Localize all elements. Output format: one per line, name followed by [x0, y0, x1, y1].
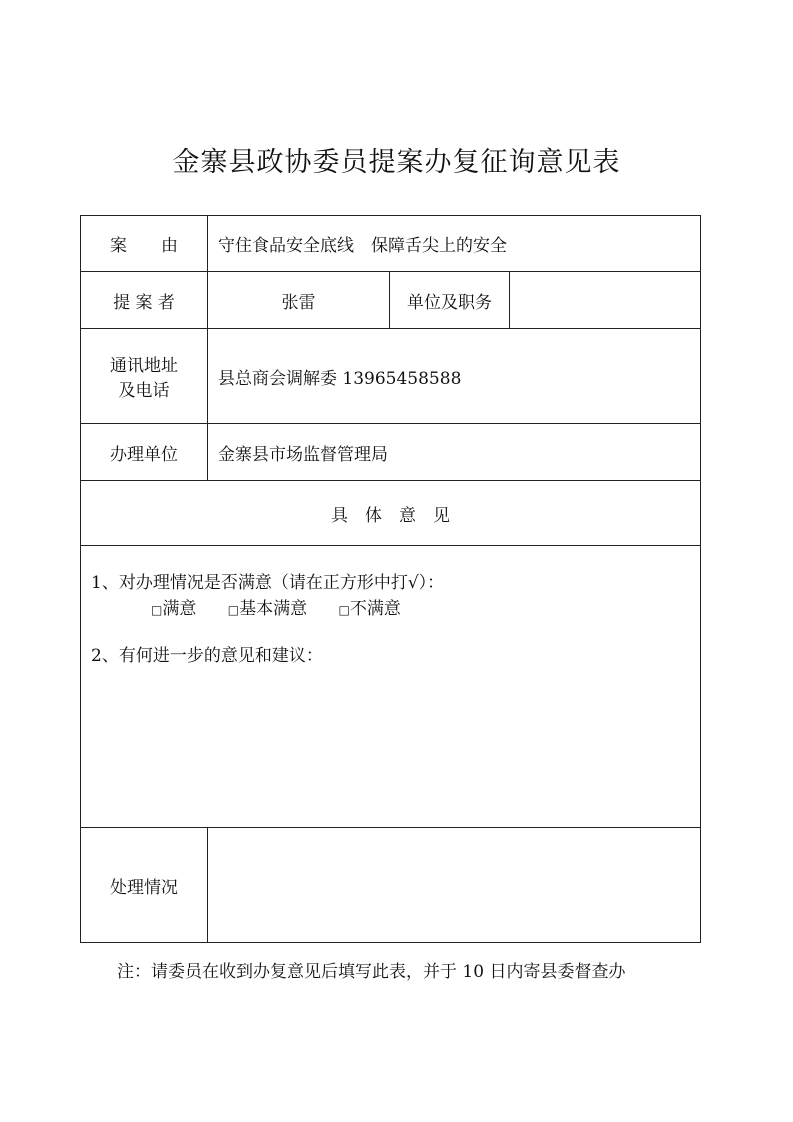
case-reason-value[interactable]: 守住食品安全底线 保障舌尖上的安全: [208, 216, 701, 272]
checkbox-icon[interactable]: □: [338, 603, 350, 617]
opinion-section: [81, 546, 701, 828]
case-reason-label: 案 由: [81, 216, 208, 272]
contact-label-line1: 通讯地址: [110, 356, 178, 376]
handling-unit-label: 办理单位: [81, 424, 208, 481]
option-basically-satisfied[interactable]: □基本满意: [227, 599, 308, 619]
result-label: 处理情况: [81, 828, 208, 943]
satisfaction-question: 1、对办理情况是否满意（请在正方形中打√）：: [91, 573, 445, 593]
result-value[interactable]: [208, 828, 701, 943]
contact-value[interactable]: 县总商会调解委 13965458588: [208, 329, 701, 424]
unit-position-label: 单位及职务: [390, 272, 510, 329]
option-unsatisfied[interactable]: □不满意: [338, 599, 401, 619]
form-title: 金寨县政协委员提案办复征询意见表: [172, 147, 621, 178]
suggestion-question: 2、有何进一步的意见和建议：: [91, 646, 323, 666]
satisfaction-options: [91, 596, 690, 623]
option-satisfied[interactable]: □满意: [151, 599, 197, 619]
handling-unit-value[interactable]: 金寨县市场监督管理局: [208, 424, 701, 481]
unit-position-value[interactable]: [510, 272, 701, 329]
contact-label: [81, 329, 208, 424]
contact-label-line2: 及电话: [118, 381, 170, 401]
footer-note: 注：请委员在收到办复意见后填写此表，并于 10 日内寄县委督查办: [117, 962, 626, 982]
proposer-value[interactable]: 张雷: [208, 272, 390, 329]
checkbox-icon[interactable]: □: [151, 603, 163, 617]
opinion-header: 具 体 意 见: [81, 481, 701, 546]
checkbox-icon[interactable]: □: [227, 603, 240, 617]
opinion-form-table: [80, 215, 701, 943]
proposer-label: 提 案 者: [81, 272, 208, 329]
